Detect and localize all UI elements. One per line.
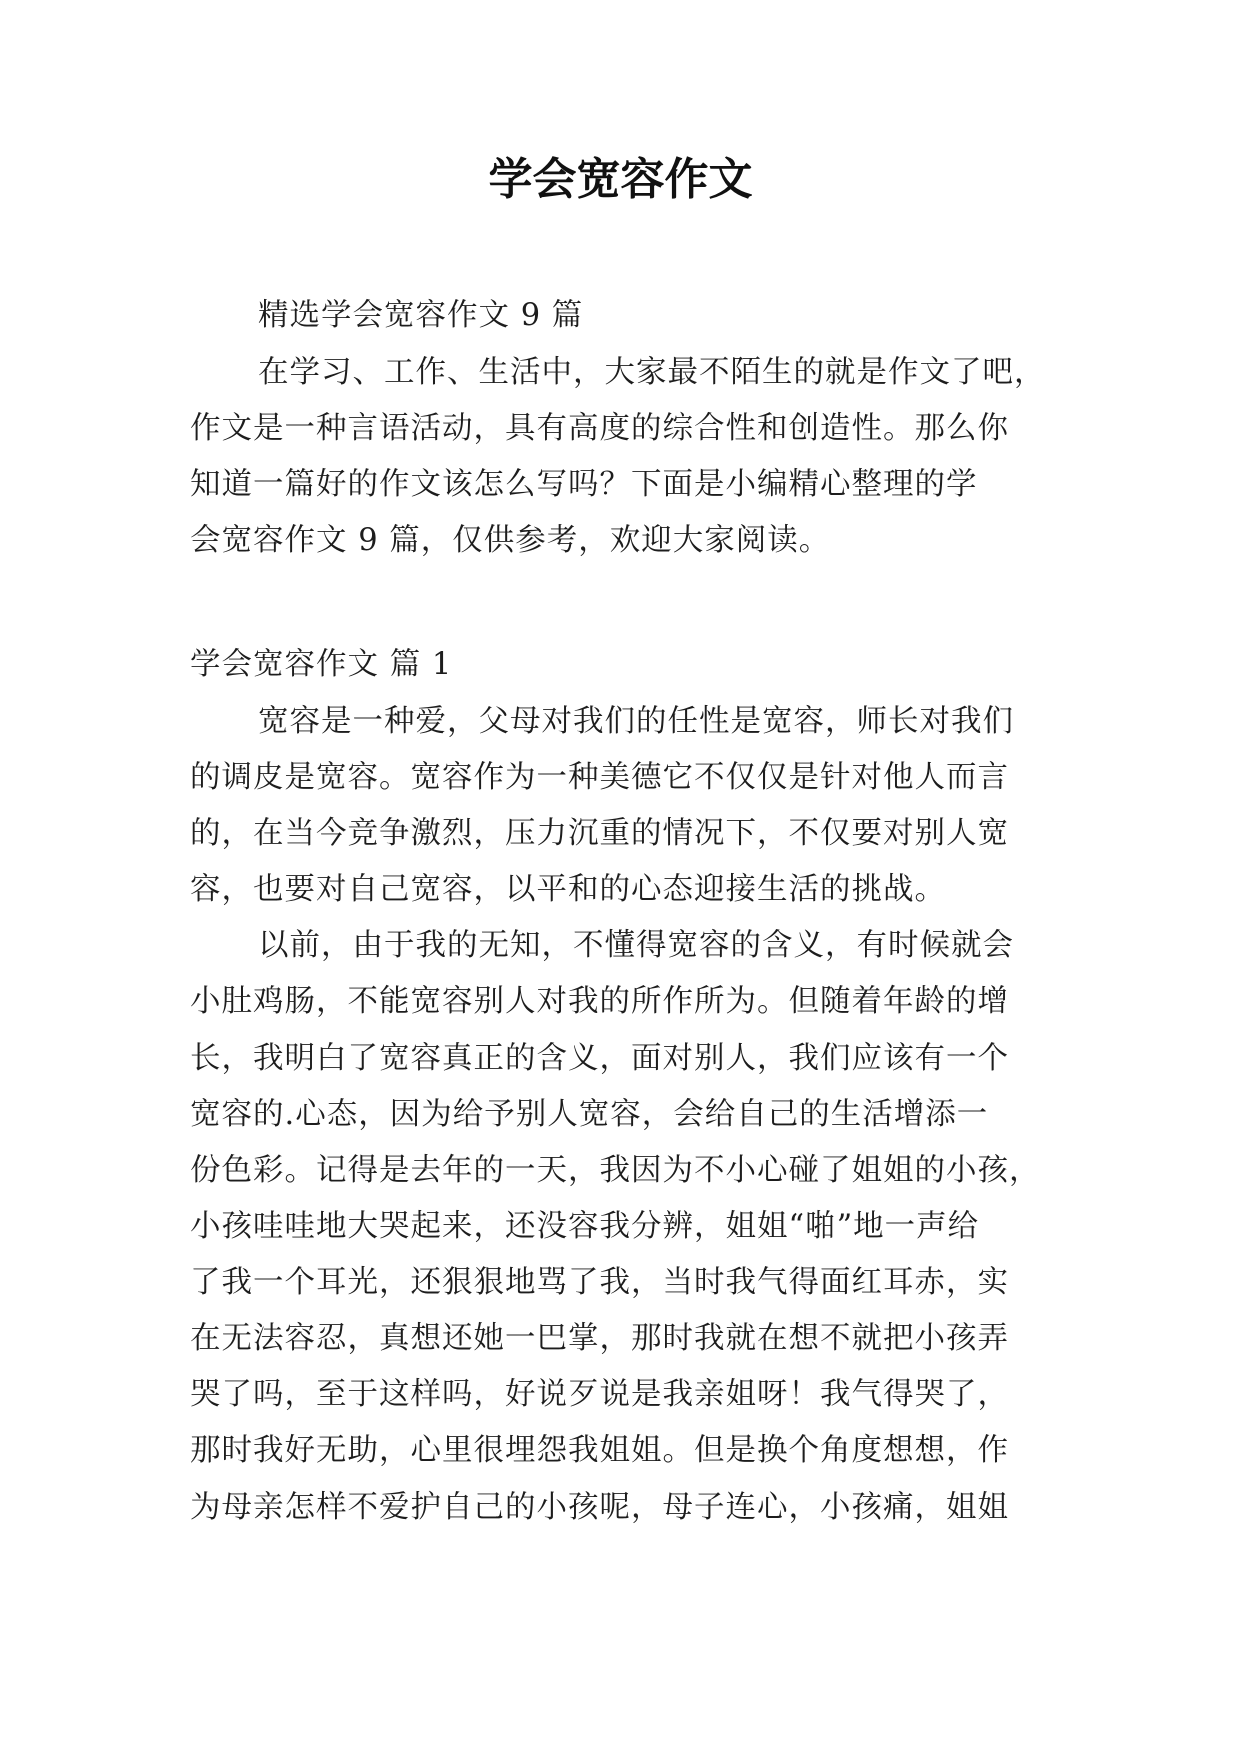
intro-paragraph-line: 作文是一种言语活动，具有高度的综合性和创造性。那么你 [190, 411, 1009, 446]
paragraph-line: 以前，由于我的无知，不懂得宽容的含义，有时候就会 [258, 928, 1014, 963]
intro-paragraph-line: 知道一篇好的作文该怎么写吗？下面是小编精心整理的学 [190, 467, 978, 502]
paragraph-line: 哭了吗，至于这样吗，好说歹说是我亲姐呀！我气得哭了， [190, 1377, 1009, 1412]
subtitle-line: 精选学会宽容作文 9 篇 [258, 298, 584, 333]
paragraph-line: 小肚鸡肠，不能宽容别人对我的所作所为。但随着年龄的增 [190, 984, 1009, 1019]
paragraph-line: 小孩哇哇地大哭起来，还没容我分辨，姐姐“啪”地一声给 [190, 1209, 980, 1244]
paragraph-line: 了我一个耳光，还狠狠地骂了我，当时我气得面红耳赤，实 [190, 1265, 1009, 1300]
paragraph-line: 的调皮是宽容。宽容作为一种美德它不仅仅是针对他人而言 [190, 760, 1009, 795]
section-heading: 学会宽容作文 篇 1 [190, 647, 453, 682]
paragraph-line: 宽容是一种爱，父母对我们的任性是宽容，师长对我们 [258, 704, 1014, 739]
paragraph-line: 宽容的.心态，因为给予别人宽容，会给自己的生活增添一 [190, 1097, 989, 1132]
paragraph-line: 在无法容忍，真想还她一巴掌，那时我就在想不就把小孩弄 [190, 1321, 1009, 1356]
intro-paragraph-line: 在学习、工作、生活中，大家最不陌生的就是作文了吧， [258, 355, 1046, 390]
paragraph-line: 那时我好无助，心里很埋怨我姐姐。但是换个角度想想，作 [190, 1433, 1009, 1468]
document-title: 学会宽容作文 [488, 154, 753, 205]
paragraph-line: 容，也要对自己宽容，以平和的心态迎接生活的挑战。 [190, 872, 946, 907]
paragraph-line: 的，在当今竞争激烈，压力沉重的情况下，不仅要对别人宽 [190, 816, 1009, 851]
paragraph-line: 长，我明白了宽容真正的含义，面对别人，我们应该有一个 [190, 1041, 1009, 1076]
paragraph-line: 份色彩。记得是去年的一天，我因为不小心碰了姐姐的小孩， [190, 1153, 1041, 1188]
paragraph-line: 为母亲怎样不爱护自己的小孩呢，母子连心，小孩痛，姐姐 [190, 1490, 1009, 1525]
intro-paragraph-line: 会宽容作文 9 篇，仅供参考，欢迎大家阅读。 [190, 523, 831, 558]
